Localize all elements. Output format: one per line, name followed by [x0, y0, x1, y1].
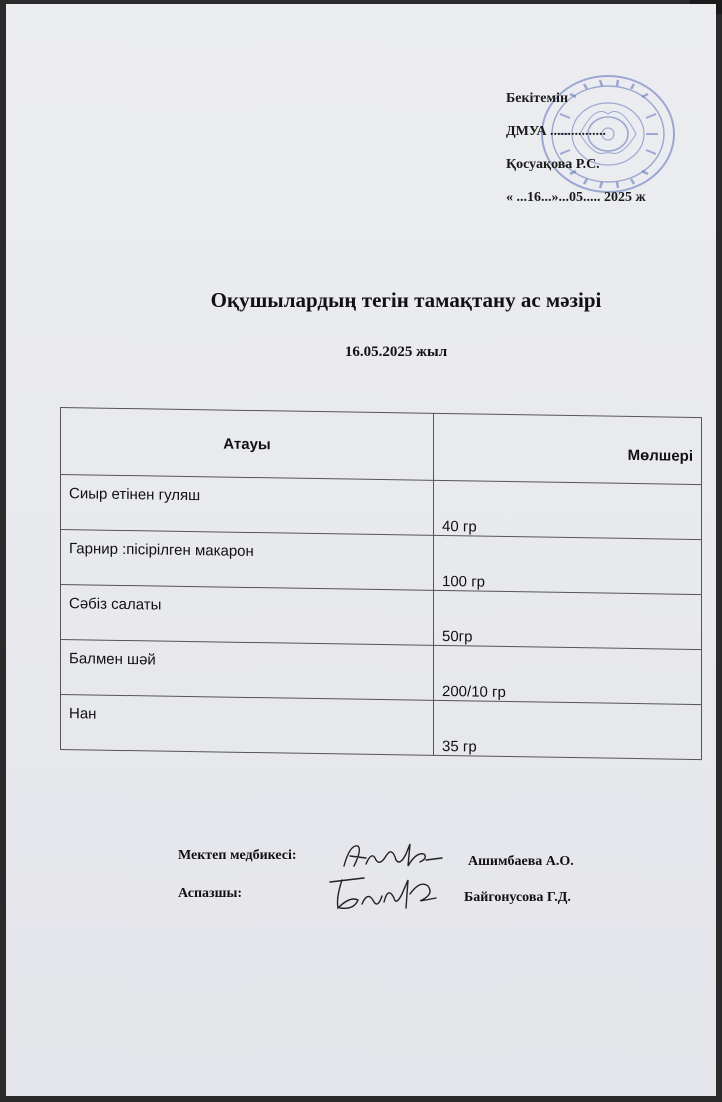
approval-person: Қосуақова Р.С.	[506, 157, 600, 172]
document-page	[6, 4, 716, 1096]
dish-name: Гарнир :пісірілген макарон	[61, 530, 434, 591]
nurse-name: Ашимбаева А.О.	[468, 854, 574, 869]
dish-quantity: 35 гр	[434, 700, 702, 759]
dish-quantity: 100 гр	[434, 535, 702, 594]
dish-name: Сиыр етінен гуляш	[61, 475, 434, 536]
table-row	[61, 585, 702, 650]
menu-date: 16.05.2025 жыл	[344, 344, 448, 360]
header-name: Атауы	[61, 408, 434, 481]
dish-quantity: 200/10 гр	[434, 645, 702, 704]
approval-date: « ...16...»...05..... 2025 ж	[506, 190, 646, 205]
dish-name: Нан	[61, 695, 434, 756]
approval-title: Бекітемін	[506, 91, 569, 106]
table-header-row	[61, 408, 702, 485]
table-row	[61, 530, 702, 595]
cook-role-label: Аспазшы:	[178, 886, 243, 901]
table-row	[61, 695, 702, 760]
menu-table	[60, 407, 702, 760]
table-row	[61, 640, 702, 705]
page-title: Оқушылардың тегін тамақтану ас мәзірі	[210, 288, 602, 312]
approval-block	[506, 82, 646, 214]
header-quantity: Мөлшері	[434, 413, 702, 484]
cook-signature	[330, 878, 436, 908]
cook-name: Байгонусова Г.Д.	[464, 890, 571, 905]
table-row	[61, 475, 702, 540]
nurse-signature	[336, 836, 446, 876]
dish-name: Сәбіз салаты	[61, 585, 434, 646]
dish-quantity: 50гр	[434, 590, 702, 649]
dish-name: Балмен шәй	[61, 640, 434, 701]
nurse-role-label: Мектеп медбикесі:	[178, 848, 297, 863]
dish-quantity: 40 гр	[434, 480, 702, 539]
approval-position: ДМУА ................	[506, 124, 607, 139]
